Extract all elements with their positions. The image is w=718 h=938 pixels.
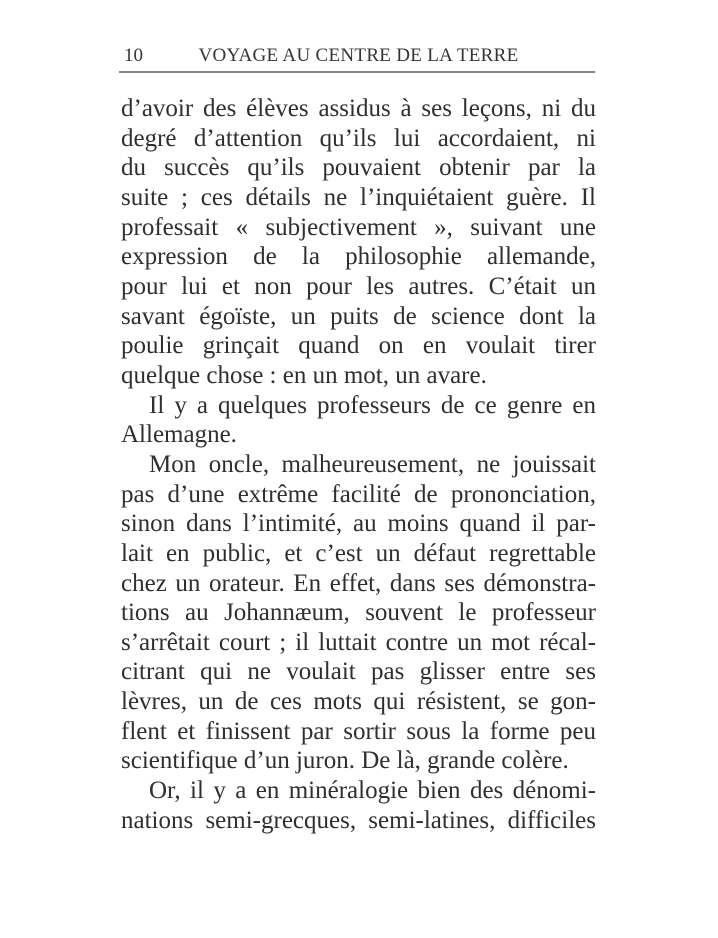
text-line: d’avoir des élèves assidus à ses leçons, ni du	[121, 95, 596, 122]
text-line: savant égoïste, un puits de science dont la	[121, 302, 596, 330]
text-line: chez un orateur. En effet, dans ses démonstra-	[121, 569, 596, 597]
header-rule	[119, 71, 595, 73]
text-line: degré d’attention qu’ils lui accordaient, ni	[121, 124, 596, 152]
text-line: pas d’une extrême facilité de prononciation,	[121, 480, 596, 508]
page-number: 10	[124, 45, 143, 66]
text-line: Allemagne.	[121, 421, 237, 449]
text-line: sinon dans l’intimité, au moins quand il par-	[121, 510, 596, 538]
text-line: lait en public, et c’est un défaut regrettable	[121, 539, 596, 567]
text-line: Il y a quelques professeurs de ce genre en	[149, 391, 596, 419]
text-line: citrant qui ne voulait pas glisser entre ses	[121, 658, 596, 686]
text-line: lèvres, un de ces mots qui résistent, se gon-	[121, 688, 596, 716]
text-line: poulie grinçait quand on en voulait tirer	[121, 332, 596, 360]
text-line: Or, il y a en minéralogie bien des dénomi-	[149, 777, 596, 805]
text-line: scientifique d’un juron. De là, grande colère.	[121, 747, 569, 775]
text-line: tions au Johannæum, souvent le professeur	[121, 599, 596, 627]
text-line: flent et finissent par sortir sous la forme peu	[121, 717, 596, 745]
text-line: quelque chose : en un mot, un avare.	[121, 361, 487, 389]
running-title: VOYAGE AU CENTRE DE LA TERRE	[198, 45, 519, 66]
text-line: Mon oncle, malheureusement, ne jouissait	[149, 450, 596, 478]
page-content	[121, 0, 596, 938]
page-header	[121, 45, 596, 67]
text-line: professait « subjectivement », suivant une	[121, 213, 596, 241]
text-line: expression de la philosophie allemande,	[121, 243, 596, 271]
text-line: s’arrêtait court ; il luttait contre un mot récal-	[121, 628, 596, 656]
text-line: nations semi-grecques, semi-latines, difficiles	[121, 806, 596, 834]
text-line: pour lui et non pour les autres. C’était un	[121, 272, 596, 300]
text-line: suite ; ces détails ne l’inquiétaient guère. Il	[121, 183, 596, 211]
text-block	[121, 94, 596, 835]
text-line: du succès qu’ils pouvaient obtenir par la	[121, 154, 596, 182]
